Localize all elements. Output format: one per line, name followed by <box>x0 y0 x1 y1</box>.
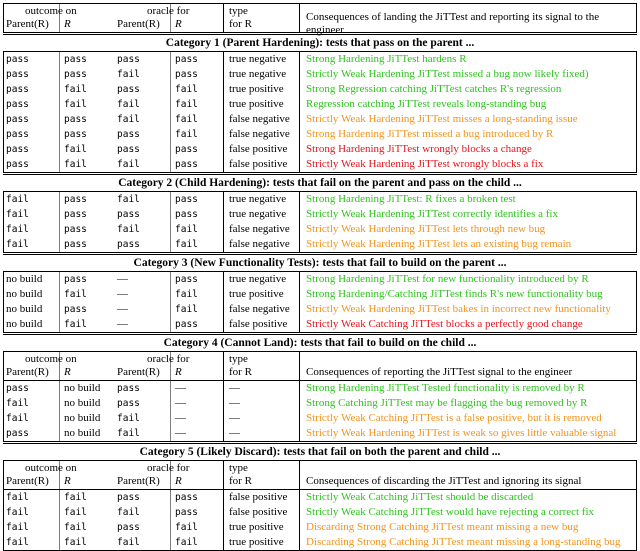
consequence-cell: Strong Hardening JiTTest for new functionality introduced by R <box>306 273 589 285</box>
consequence-cell: Strictly Weak Hardening JiTTest misses a long-standing issue <box>306 113 578 125</box>
child-outcome-cell: no build <box>64 427 101 439</box>
table-row <box>3 112 637 127</box>
parent-outcome-cell: fail <box>6 398 29 409</box>
parent-outcome-cell: pass <box>6 129 29 140</box>
child-oracle-cell: pass <box>175 492 198 503</box>
child-oracle-cell: fail <box>175 522 198 533</box>
header-row <box>3 4 637 36</box>
table-row <box>3 505 637 520</box>
parent-outcome-cell: no build <box>6 318 43 330</box>
parent-oracle-cell: fail <box>117 69 140 80</box>
parent-outcome-cell: pass <box>6 428 29 439</box>
table-row <box>3 192 637 207</box>
child-oracle-cell: fail <box>175 114 198 125</box>
type-cell: true positive <box>229 521 284 533</box>
c5-outcome-on: outcome on <box>25 462 77 474</box>
parent-oracle-cell: — <box>117 318 128 330</box>
parent-oracle-cell: fail <box>117 428 140 439</box>
type-cell: true negative <box>229 273 287 285</box>
type-cell: — <box>229 427 240 439</box>
consequence-cell: Strong Hardening/Catching JiTTest finds R's new functionality bug <box>306 288 603 300</box>
child-outcome-cell: pass <box>64 304 87 315</box>
parent-outcome-cell: fail <box>6 194 29 205</box>
consequences-header: Consequences of landing the JiTTest and reporting its signal to the engineer <box>306 11 600 36</box>
child-outcome-cell: fail <box>64 289 87 300</box>
parent-outcome-cell: fail <box>6 224 29 235</box>
type-cell: true negative <box>229 193 287 205</box>
child-outcome-cell: pass <box>64 239 87 250</box>
child-oracle-cell: fail <box>175 537 198 548</box>
type-cell: true positive <box>229 83 284 95</box>
parent-oracle-cell: — <box>117 288 128 300</box>
category-3-rows <box>3 272 637 332</box>
type-cell: false positive <box>229 506 288 518</box>
outcome-on-header: outcome on <box>25 5 77 17</box>
child-oracle-cell: fail <box>175 239 198 250</box>
type-cell: false negative <box>229 238 290 250</box>
c5-r: R <box>64 475 71 487</box>
consequence-cell: Strictly Weak Hardening JiTTest correctly identifies a fix <box>306 208 558 220</box>
child-outcome-cell: fail <box>64 492 87 503</box>
type-cell: true positive <box>229 288 284 300</box>
parent-outcome-cell: no build <box>6 303 43 315</box>
child-outcome-cell: fail <box>64 507 87 518</box>
parent-outcome-cell: pass <box>6 84 29 95</box>
consequence-cell: Strictly Weak Hardening JiTTest lets through new bug <box>306 223 546 235</box>
table-row <box>3 127 637 142</box>
category-5-rows <box>3 490 637 550</box>
c5-r2: R <box>175 475 182 487</box>
consequence-cell: Discarding Strong Catching JiTTest meant missing a long-standing bug <box>306 536 621 548</box>
parent-oracle-cell: pass <box>117 209 140 220</box>
table-row <box>3 490 637 505</box>
r-header: R <box>64 18 71 30</box>
type-cell: false positive <box>229 491 288 503</box>
type-cell: false negative <box>229 113 290 125</box>
jittest-table <box>3 3 637 551</box>
consequence-cell: Strictly Weak Catching JiTTest should be discarded <box>306 491 534 503</box>
child-outcome-cell: pass <box>64 224 87 235</box>
c5-consequences: Consequences of discarding the JiTTest and ignoring its signal <box>306 475 582 487</box>
table-row <box>3 317 637 332</box>
consequence-cell: Strictly Weak Catching JiTTest would have rejecting a correct fix <box>306 506 595 518</box>
child-outcome-cell: no build <box>64 412 101 424</box>
child-outcome-cell: pass <box>64 194 87 205</box>
parent-outcome-cell: pass <box>6 69 29 80</box>
parent-outcome-cell: pass <box>6 159 29 170</box>
type-cell: true positive <box>229 536 284 548</box>
table-row <box>3 237 637 252</box>
type-cell: false positive <box>229 143 288 155</box>
table-row <box>3 272 637 287</box>
parent-outcome-cell: pass <box>6 144 29 155</box>
child-oracle-cell: pass <box>175 159 198 170</box>
consequence-cell: Strictly Weak Catching JiTTest is a false positive, but it is removed <box>306 412 602 424</box>
consequence-cell: Strong Regression catching JiTTest catches R's regression <box>306 83 562 95</box>
parent-outcome-cell: pass <box>6 383 29 394</box>
parent-header: Parent(R) <box>6 18 49 30</box>
table-row <box>3 426 637 441</box>
parent-oracle-cell: pass <box>117 144 140 155</box>
child-oracle-cell: pass <box>175 507 198 518</box>
parent-outcome-cell: fail <box>6 537 29 548</box>
parent-oracle-cell: pass <box>117 398 140 409</box>
consequence-cell: Strictly Weak Catching JiTTest blocks a perfectly good change <box>306 318 583 330</box>
table-row <box>3 142 637 157</box>
child-oracle-cell: pass <box>175 274 198 285</box>
table-row <box>3 67 637 82</box>
child-oracle-cell: fail <box>175 84 198 95</box>
parent-oracle-cell: — <box>117 273 128 285</box>
consequence-cell: Strictly Weak Hardening JiTTest is weak so gives little valuable signal <box>306 427 617 439</box>
type-cell: — <box>229 397 240 409</box>
parent-oracle-cell: fail <box>117 99 140 110</box>
parent-outcome-cell: fail <box>6 209 29 220</box>
category-4-header <box>3 352 637 380</box>
c4-type: type <box>229 353 248 365</box>
parent-oracle-cell: pass <box>117 54 140 65</box>
child-oracle-cell: fail <box>175 224 198 235</box>
c4-r: R <box>64 366 71 378</box>
category-5-title: Category 5 (Likely Discard): tests that fail on both the parent and child ... <box>139 446 501 458</box>
c4-outcome-on: outcome on <box>25 353 77 365</box>
child-outcome-cell: fail <box>64 159 87 170</box>
category-5-header <box>3 461 637 489</box>
child-outcome-cell: fail <box>64 522 87 533</box>
child-oracle-cell: pass <box>175 209 198 220</box>
child-outcome-cell: pass <box>64 114 87 125</box>
type-header: type <box>229 5 248 17</box>
table-row <box>3 207 637 222</box>
table-row <box>3 396 637 411</box>
child-outcome-cell: no build <box>64 397 101 409</box>
parent-outcome-cell: fail <box>6 507 29 518</box>
type-cell: true negative <box>229 68 287 80</box>
c5-type: type <box>229 462 248 474</box>
child-oracle-cell: pass <box>175 54 198 65</box>
parent-oracle-cell: pass <box>117 84 140 95</box>
table-row <box>3 411 637 426</box>
parent-oracle-cell: pass <box>117 383 140 394</box>
parent-oracle-cell: fail <box>117 194 140 205</box>
parent-outcome-cell: fail <box>6 413 29 424</box>
parent-outcome-cell: fail <box>6 522 29 533</box>
child-oracle-cell: — <box>175 412 186 424</box>
parent-oracle-cell: fail <box>117 159 140 170</box>
table-row <box>3 535 637 550</box>
parent-outcome-cell: pass <box>6 54 29 65</box>
consequence-cell: Strong Hardening JiTTest hardens R <box>306 53 467 65</box>
child-outcome-cell: fail <box>64 319 87 330</box>
child-oracle-cell: fail <box>175 304 198 315</box>
parent-oracle-cell: fail <box>117 507 140 518</box>
table-row <box>3 97 637 112</box>
category-2-title: Category 2 (Child Hardening): tests that fail on the parent and pass on the child ... <box>118 177 522 189</box>
c5-parent2: Parent(R) <box>117 475 160 487</box>
consequence-cell: Strong Hardening JiTTest missed a bug introduced by R <box>306 128 554 140</box>
parent-outcome-cell: no build <box>6 288 43 300</box>
child-oracle-cell: pass <box>175 194 198 205</box>
parent-oracle-cell: pass <box>117 129 140 140</box>
consequence-cell: Strictly Weak Hardening JiTTest bakes in incorrect new functionality <box>306 303 611 315</box>
child-oracle-cell: pass <box>175 69 198 80</box>
consequence-cell: Regression catching JiTTest reveals long-standing bug <box>306 98 547 110</box>
table-row <box>3 287 637 302</box>
child-oracle-cell: pass <box>175 319 198 330</box>
type-cell: false negative <box>229 128 290 140</box>
type-cell: false negative <box>229 223 290 235</box>
type-cell: true negative <box>229 208 287 220</box>
child-outcome-cell: fail <box>64 99 87 110</box>
parent-outcome-cell: fail <box>6 492 29 503</box>
category-2-rows <box>3 192 637 252</box>
r2-header: R <box>175 18 182 30</box>
c4-parent2: Parent(R) <box>117 366 160 378</box>
parent-oracle-cell: fail <box>117 413 140 424</box>
parent-oracle-cell: pass <box>117 239 140 250</box>
type-cell: false positive <box>229 318 288 330</box>
consequence-cell: Strong Hardening JiTTest: R fixes a broken test <box>306 193 516 205</box>
category-1-title: Category 1 (Parent Hardening): tests that pass on the parent ... <box>165 37 475 49</box>
child-oracle-cell: fail <box>175 99 198 110</box>
table-row <box>3 302 637 317</box>
child-outcome-cell: fail <box>64 537 87 548</box>
for-r-header: for R <box>229 18 252 30</box>
consequence-cell: Strong Hardening JiTTest Tested functionality is removed by R <box>306 382 585 394</box>
category-4-title: Category 4 (Cannot Land): tests that fail to build on the child ... <box>163 337 477 349</box>
child-outcome-cell: pass <box>64 209 87 220</box>
child-outcome-cell: pass <box>64 129 87 140</box>
consequence-cell: Strong Hardening JiTTest wrongly blocks a change <box>306 143 532 155</box>
parent-outcome-cell: pass <box>6 114 29 125</box>
parent-outcome-cell: fail <box>6 239 29 250</box>
parent-oracle-cell: fail <box>117 537 140 548</box>
parent-oracle-cell: — <box>117 303 128 315</box>
child-oracle-cell: — <box>175 427 186 439</box>
c5-for-r: for R <box>229 475 252 487</box>
table-row <box>3 82 637 97</box>
child-oracle-cell: fail <box>175 129 198 140</box>
category-3-title: Category 3 (New Functionality Tests): tests that fail to build on the parent ... <box>133 257 507 269</box>
child-outcome-cell: pass <box>64 274 87 285</box>
child-outcome-cell: fail <box>64 144 87 155</box>
parent-oracle-cell: pass <box>117 492 140 503</box>
c4-for-r: for R <box>229 366 252 378</box>
child-outcome-cell: pass <box>64 69 87 80</box>
c4-parent: Parent(R) <box>6 366 49 378</box>
type-cell: true positive <box>229 98 284 110</box>
child-oracle-cell: — <box>175 382 186 394</box>
child-outcome-cell: fail <box>64 84 87 95</box>
child-outcome-cell: no build <box>64 382 101 394</box>
table-row <box>3 222 637 237</box>
consequence-cell: Strictly Weak Hardening JiTTest wrongly blocks a fix <box>306 158 544 170</box>
type-cell: — <box>229 412 240 424</box>
type-cell: true negative <box>229 53 287 65</box>
parent-outcome-cell: pass <box>6 99 29 110</box>
child-oracle-cell: — <box>175 397 186 409</box>
child-oracle-cell: fail <box>175 289 198 300</box>
oracle-for-header: oracle for <box>147 5 190 17</box>
c5-oracle-for: oracle for <box>147 462 190 474</box>
type-cell: false negative <box>229 303 290 315</box>
table-row <box>3 381 637 396</box>
consequence-cell: Strictly Weak Hardening JiTTest missed a bug now likely fixed) <box>306 68 589 80</box>
table-row <box>3 52 637 67</box>
c4-r2: R <box>175 366 182 378</box>
c4-oracle-for: oracle for <box>147 353 190 365</box>
parent-oracle-cell: fail <box>117 114 140 125</box>
table-row <box>3 157 637 172</box>
child-oracle-cell: pass <box>175 144 198 155</box>
category-1-rows <box>3 52 637 172</box>
type-cell: — <box>229 382 240 394</box>
table-row <box>3 520 637 535</box>
parent-outcome-cell: no build <box>6 273 43 285</box>
c5-parent: Parent(R) <box>6 475 49 487</box>
parent-oracle-cell: pass <box>117 522 140 533</box>
consequence-cell: Discarding Strong Catching JiTTest meant missing a new bug <box>306 521 579 533</box>
consequence-cell: Strictly Weak Hardening JiTTest lets an existing bug remain <box>306 238 572 250</box>
parent2-header: Parent(R) <box>117 18 160 30</box>
c4-consequences: Consequences of reporting the JiTTest signal to the engineer <box>306 366 573 378</box>
parent-oracle-cell: fail <box>117 224 140 235</box>
category-4-rows <box>3 381 637 441</box>
child-outcome-cell: pass <box>64 54 87 65</box>
consequence-cell: Strong Catching JiTTest may be flagging the bug removed by R <box>306 397 588 409</box>
type-cell: false positive <box>229 158 288 170</box>
